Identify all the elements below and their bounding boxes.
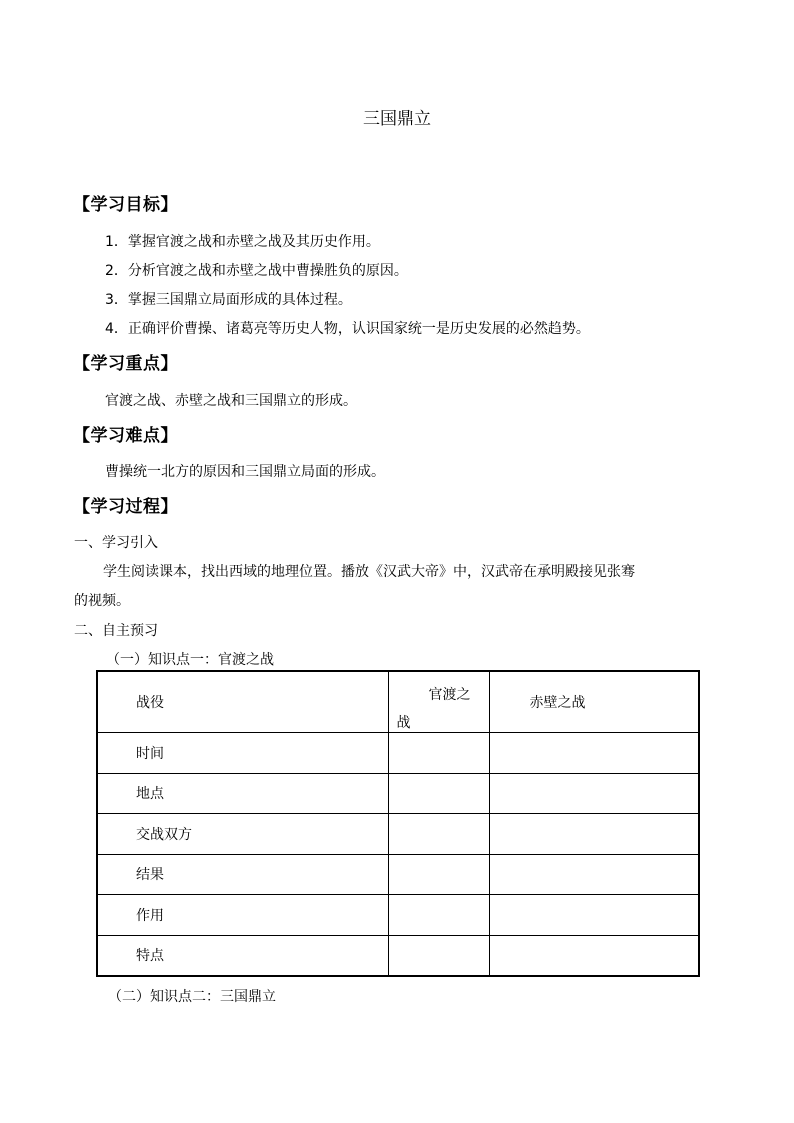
table-cell-empty[interactable] bbox=[388, 814, 489, 855]
header-guandu-line2: 战 bbox=[396, 715, 411, 731]
row-label-time: 时间 bbox=[97, 733, 388, 774]
table-cell-empty[interactable] bbox=[489, 895, 699, 936]
row-label-result: 结果 bbox=[97, 854, 388, 895]
header-guandu bbox=[388, 671, 489, 733]
table-row bbox=[97, 814, 699, 855]
objective-item-1: 1．掌握官渡之战和赤壁之战及其历史作用。 bbox=[105, 234, 380, 250]
header-battle: 战役 bbox=[97, 671, 388, 733]
table-cell-empty[interactable] bbox=[388, 773, 489, 814]
table-cell-empty[interactable] bbox=[388, 935, 489, 976]
table-cell-empty[interactable] bbox=[388, 733, 489, 774]
knowledge-point-2-title: （二）知识点二：三国鼎立 bbox=[108, 989, 276, 1005]
header-chibi: 赤壁之战 bbox=[489, 671, 699, 733]
table-cell-empty[interactable] bbox=[489, 935, 699, 976]
battle-comparison-table bbox=[96, 670, 700, 977]
page-title: 三国鼎立 bbox=[363, 109, 431, 129]
table-row bbox=[97, 895, 699, 936]
part1-paragraph-line2: 的视频。 bbox=[74, 593, 130, 609]
table-cell-empty[interactable] bbox=[489, 814, 699, 855]
knowledge-point-1-title: （一）知识点一：官渡之战 bbox=[106, 652, 274, 668]
table-cell-empty[interactable] bbox=[489, 854, 699, 895]
difficulties-text: 曹操统一北方的原因和三国鼎立局面的形成。 bbox=[105, 464, 385, 480]
objective-item-2: 2．分析官渡之战和赤壁之战中曹操胜负的原因。 bbox=[105, 263, 408, 279]
table-cell-empty[interactable] bbox=[388, 895, 489, 936]
table-cell-empty[interactable] bbox=[489, 733, 699, 774]
table-cell-empty[interactable] bbox=[388, 854, 489, 895]
key-points-heading: 【学习重点】 bbox=[73, 354, 178, 374]
row-label-effect: 作用 bbox=[97, 895, 388, 936]
table-row bbox=[97, 854, 699, 895]
header-guandu-line1: 官渡之 bbox=[428, 687, 471, 703]
table-header-row bbox=[97, 671, 699, 733]
part1-title: 一、学习引入 bbox=[74, 535, 158, 551]
row-label-parties: 交战双方 bbox=[97, 814, 388, 855]
table-cell-empty[interactable] bbox=[489, 773, 699, 814]
objectives-heading: 【学习目标】 bbox=[73, 195, 178, 215]
table-row bbox=[97, 935, 699, 976]
objective-item-3: 3．掌握三国鼎立局面形成的具体过程。 bbox=[105, 292, 352, 308]
process-heading: 【学习过程】 bbox=[73, 497, 178, 517]
objective-item-4: 4．正确评价曹操、诸葛亮等历史人物，认识国家统一是历史发展的必然趋势。 bbox=[105, 321, 590, 337]
part2-title: 二、自主预习 bbox=[74, 623, 158, 639]
key-points-text: 官渡之战、赤壁之战和三国鼎立的形成。 bbox=[105, 393, 357, 409]
row-label-features: 特点 bbox=[97, 935, 388, 976]
difficulties-heading: 【学习难点】 bbox=[73, 426, 178, 446]
part1-paragraph-line1: 学生阅读课本，找出西域的地理位置。播放《汉武大帝》中，汉武帝在承明殿接见张骞 bbox=[103, 564, 635, 580]
table-row bbox=[97, 733, 699, 774]
table-row bbox=[97, 773, 699, 814]
row-label-place: 地点 bbox=[97, 773, 388, 814]
